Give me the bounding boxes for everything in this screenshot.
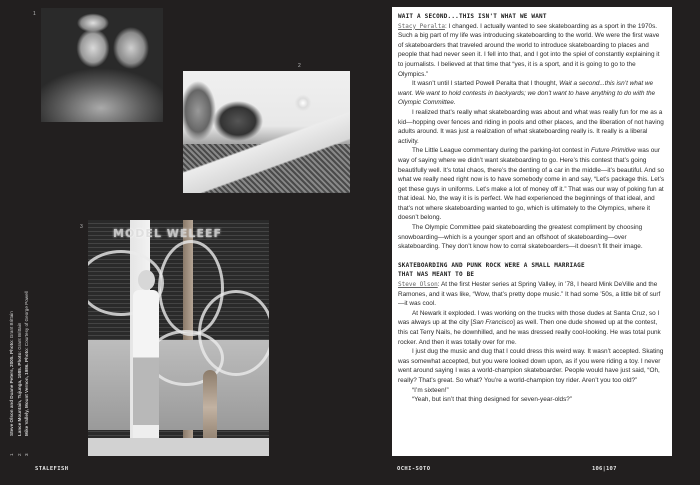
ground: [88, 438, 269, 456]
caption-2: [16, 256, 24, 436]
caption-1: [8, 256, 16, 436]
graffiti-wall-text: MODEL WELEEF: [113, 227, 222, 240]
paragraph-emphasis: Wait a second...this isn’t what we want. We want to hold contests in backyards; we don’t want to have anything to do with the Olympic Committee.: [398, 80, 656, 107]
paragraph: I just dug the music and dug that I could dress this weird way. It wasn’t accepted. Skating was somewhat accepted, but you were looked down upon, as if you were riding a toy. I never went around saying I was a world-champion skateboarder. People would have just said, “Oh, really? That’s great. So what? You’re a world-champion toy rider. Aren’t you too old?”: [398, 348, 664, 384]
paragraph-text: was our way of saying where we didn’t want skateboarding to go. Here’s this contest that’s going beautifully well. It’s total chaos, there’s the denting of a car in the middle—it’s beautiful. And so what we really need right now is to have somebody come in and say, “Let’s package this. Let’s get these guys in uniforms. Let’s make a lot of money off it.” That was our way of poking fun at that ideal. No, the way it is is perfect. We had experienced the beginnings of that ideal, and that’s not where skateboarding wanted to go, which is ultimately to the Olympics, where it doesn’t belong.: [398, 147, 665, 222]
caption-numbers: [8, 453, 31, 456]
paragraph-text: ] as well. Then one dude showed up at the contest, this cat Terry Nails, he downhilled, and he was dressed really cool-looking. He was total punk rocker. And then it was totally over for me.: [398, 319, 661, 346]
skater-head: [138, 270, 155, 290]
caption-credit-label: Photo:: [9, 339, 14, 355]
skateboard: [203, 370, 217, 445]
footer-section-title-right: OCHI-SOTO: [397, 466, 431, 472]
paragraph: [398, 309, 666, 347]
paragraph: [398, 146, 666, 223]
section-heading-1: WAIT A SECOND...THIS ISN'T WHAT WE WANT: [398, 13, 547, 20]
paragraph-text: : I changed. I actually wanted to see skateboarding as a sport in the 1970s. Such a big part of my life was introducing skateboarding to the world. We were the first wave of skateboarders that traveled around the world to introduce skateboarding to places and people that had never seen it. I fell into that, and I got into the spiel of constantly explaining it to journalists. I believed at that time that “yes, it is a sport, and it is going to go to the Olympics.”: [398, 22, 660, 78]
paragraph: “I’m sixteen!”: [412, 386, 449, 394]
caption-3: [23, 256, 31, 436]
photo-number-3: 3: [80, 224, 83, 230]
caption-text: Mike Vallely, Mount Vernon, 1986.: [24, 363, 29, 436]
caption-number: 3: [24, 453, 29, 456]
page-numbers: 106|107: [592, 466, 617, 472]
article-text-panel: [392, 7, 672, 456]
caption-text: Lance Mountain, Tujunga, 1985.: [16, 366, 22, 436]
caption-credit: Grant Brittain: [16, 322, 22, 350]
photo-olson-peters: [41, 8, 163, 122]
paragraph: “Yeah, but isn’t that thing designed for seven-year-olds?”: [412, 396, 572, 404]
speaker-name: Stacy Peralta: [398, 22, 445, 30]
paragraph-text: At Newark it exploded. I was working on the trucks with those dudes at Santa Cruz, so I was always up at the city [: [398, 309, 660, 327]
paragraph: [398, 22, 666, 80]
film-title: Future Primitive: [591, 147, 636, 155]
section-heading-2-line-1: SKATEBOARDING AND PUNK ROCK WERE A SMALL MARRIAGE: [398, 261, 585, 269]
caption-credit-label: Photo:: [16, 351, 22, 366]
skater-figure: [133, 290, 159, 440]
paragraph-text: It wasn’t until I started Powell Peralta that I thought,: [412, 80, 560, 88]
caption-credit: Courtesy of George Powell: [24, 291, 29, 347]
section-heading-2-line-2: THAT WAS MEANT TO BE: [398, 271, 475, 279]
caption-number: 1: [9, 453, 14, 456]
photo-vallely-graffiti: [88, 220, 269, 456]
photo-captions: [8, 256, 31, 436]
paragraph: The Olympic Committee paid skateboarding the greatest compliment by choosing snowboarding—which is a younger sport and an offshoot of skateboarding—over skateboarding. They don’t know how to corral skateboarders—it doesn’t fit their image.: [398, 224, 643, 251]
caption-credit-label: Photo:: [24, 347, 29, 363]
paragraph: I realized that’s really what skateboarding was about and what was really fun for me as a kid—hopping over fences and riding in pools and other places, and the liberation of not having adults around. It was just a realization of what skateboarding really is. It really is a liberal activity.: [398, 108, 664, 145]
paragraph-text: : At the first Hester series at Spring Valley, in ’78, I heard Mink DeVille and the Ramones, and it was like, “Wow, that’s pretty dope music.” It had some ’50s, a little bit of surf—it was cool.: [398, 281, 661, 308]
caption-number: 2: [16, 453, 22, 456]
photo-number-2: 2: [298, 63, 301, 69]
caption-text: Steve Olson and Duane Peters, 2005.: [9, 355, 14, 436]
caption-credit: Grant Brittain: [9, 311, 14, 339]
speaker-name: Steve Olson: [398, 281, 438, 289]
paragraph-text: The Little League commentary during the parking-lot contest in: [412, 147, 592, 155]
paragraph: [398, 79, 666, 108]
paragraph-emphasis: San Francisco: [472, 319, 514, 327]
paragraph: [398, 280, 666, 309]
footer-section-title-left: STALEFISH: [35, 466, 69, 472]
section-gap: [398, 252, 666, 261]
photo-lance-mountain-pool: [183, 71, 350, 193]
photo-number-1: 1: [33, 11, 36, 17]
